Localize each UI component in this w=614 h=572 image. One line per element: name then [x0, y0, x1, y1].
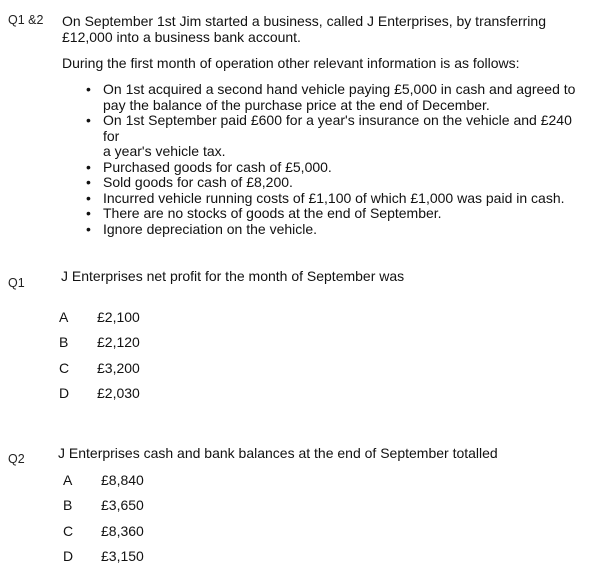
bullet-item: [86, 82, 586, 113]
bullet-text: Sold goods for cash of £8,200.: [103, 174, 293, 190]
q2-option-letter-b[interactable]: B: [63, 497, 73, 513]
q2-question-text: J Enterprises cash and bank balances at the end of September totalled: [58, 445, 498, 461]
bullet-item: [86, 191, 586, 207]
bullet-icon: •: [86, 81, 91, 97]
intro-text-line-1: On September 1st Jim started a business, called J Enterprises, by transferring: [62, 13, 546, 29]
intro-paragraph: During the first month of operation other relevant information is as follows:: [62, 55, 520, 71]
bullet-item: [86, 175, 586, 191]
info-bullet-list: [86, 82, 586, 237]
bullet-icon: •: [86, 158, 91, 175]
q1-option-value-c[interactable]: £3,200: [97, 360, 140, 376]
q2-option-value-c[interactable]: £8,360: [101, 523, 144, 539]
q1-option-letter-b[interactable]: B: [59, 334, 69, 350]
bullet-text-continued: pay the balance of the purchase price at the end of December.: [103, 96, 490, 113]
bullet-text: Purchased goods for cash of £5,000.: [103, 158, 332, 175]
question-label-q1-q2: Q1 &2: [8, 13, 44, 27]
question-label-q2: Q2: [8, 452, 25, 466]
q2-option-value-b[interactable]: £3,650: [101, 497, 144, 513]
q1-option-letter-c[interactable]: C: [59, 360, 70, 376]
q1-option-value-b[interactable]: £2,120: [97, 334, 140, 350]
intro-text-line-2: £12,000 into a business bank account.: [62, 29, 301, 45]
bullet-item: [86, 222, 586, 238]
bullet-text-continued: a year's vehicle tax.: [103, 143, 226, 159]
q2-option-value-d[interactable]: £3,150: [101, 548, 144, 564]
bullet-icon: •: [86, 205, 91, 221]
q2-option-letter-c[interactable]: C: [63, 523, 74, 539]
q1-option-letter-d[interactable]: D: [59, 385, 70, 401]
bullet-item: [86, 113, 586, 160]
bullet-icon: •: [86, 174, 91, 190]
q1-question-text: J Enterprises net profit for the month of September was: [61, 268, 405, 284]
bullet-text: Incurred vehicle running costs of £1,100 of which £1,000 was paid in cash.: [103, 189, 565, 206]
bullet-item: [86, 160, 586, 176]
bullet-text: Ignore depreciation on the vehicle.: [103, 220, 318, 237]
q1-option-letter-a[interactable]: A: [59, 309, 69, 325]
bullet-icon: •: [86, 189, 91, 206]
q2-option-letter-a[interactable]: A: [63, 472, 73, 488]
q2-option-letter-d[interactable]: D: [63, 548, 74, 564]
bullet-icon: •: [86, 220, 91, 237]
q1-option-value-a[interactable]: £2,100: [97, 309, 140, 325]
bullet-text: On 1st September paid £600 for a year's insurance on the vehicle and £240 for: [103, 112, 572, 144]
bullet-text: On 1st acquired a second hand vehicle paying £5,000 in cash and agreed to: [103, 81, 576, 97]
q1-option-value-d[interactable]: £2,030: [97, 385, 140, 401]
question-label-q1: Q1: [8, 276, 25, 290]
bullet-item: [86, 206, 586, 222]
bullet-icon: •: [86, 112, 91, 128]
bullet-text: There are no stocks of goods at the end of September.: [103, 205, 442, 221]
q2-option-value-a[interactable]: £8,840: [101, 472, 144, 488]
